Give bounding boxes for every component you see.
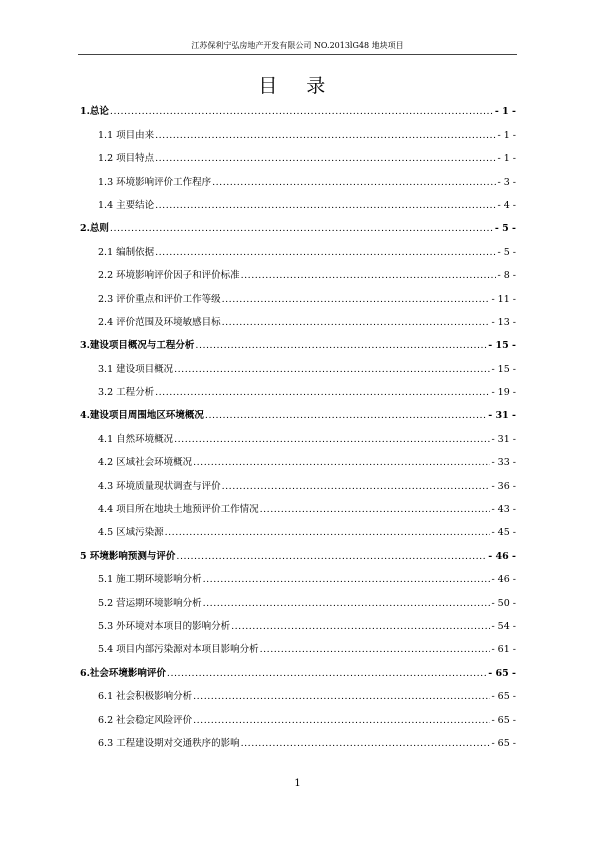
toc-entry-page: - 15 -	[488, 340, 516, 352]
toc-section-link[interactable]	[80, 516, 516, 539]
toc-entry-page: - 33 -	[491, 457, 516, 469]
toc-section-link[interactable]	[80, 376, 516, 399]
toc-dot-leader	[155, 200, 496, 212]
toc-dot-leader	[231, 621, 490, 633]
toc-dot-leader	[212, 177, 496, 189]
toc-dot-leader	[155, 153, 496, 165]
toc-entry-label: 5.4 项目内部污染源对本项目影响分析	[98, 644, 259, 656]
toc-entry-label: 4.1 自然环境概况	[98, 433, 174, 445]
toc-entry-page: - 15 -	[491, 363, 516, 375]
toc-entry-label: 2.总则	[80, 223, 109, 235]
toc-entry-page: - 3 -	[497, 176, 516, 188]
toc-entry-label: 6.3 工程建设期对交通秩序的影响	[98, 737, 240, 749]
toc-entry-label: 6.2 社会稳定风险评价	[98, 714, 193, 726]
toc-entry-label: 4.5 区域污染源	[98, 527, 164, 539]
page-header: 江苏保利宁弘房地产开发有限公司 NO.2013lG48 地块项目	[78, 40, 517, 55]
toc-section-link[interactable]	[80, 680, 516, 703]
table-of-contents	[80, 95, 516, 750]
toc-dot-leader	[195, 340, 487, 352]
toc-entry-label: 2.2 环境影响评价因子和评价标准	[98, 270, 240, 282]
toc-entry-label: 3.2 工程分析	[98, 387, 155, 399]
toc-entry-page: - 5 -	[494, 223, 516, 235]
toc-entry-label: 6.社会环境影响评价	[80, 667, 166, 679]
toc-section-link[interactable]	[80, 493, 516, 516]
toc-chapter-link[interactable]	[80, 539, 516, 562]
toc-entry-page: - 13 -	[491, 316, 516, 328]
toc-entry-page: - 50 -	[491, 597, 516, 609]
toc-dot-leader	[260, 644, 491, 656]
toc-entry-label: 5 环境影响预测与评价	[80, 550, 176, 562]
toc-entry-page: - 36 -	[491, 480, 516, 492]
toc-dot-leader	[203, 598, 491, 610]
toc-section-link[interactable]	[80, 235, 516, 258]
toc-section-link[interactable]	[80, 352, 516, 375]
toc-entry-page: - 65 -	[488, 667, 516, 679]
toc-entry-page: - 46 -	[488, 550, 516, 562]
toc-section-link[interactable]	[80, 142, 516, 165]
toc-entry-page: - 65 -	[491, 737, 516, 749]
toc-entry-label: 1.4 主要结论	[98, 199, 155, 211]
toc-entry-label: 4.4 项目所在地块土地预评价工作情况	[98, 504, 259, 516]
toc-dot-leader	[203, 574, 491, 586]
toc-entry-label: 2.4 评价范围及环境敏感目标	[98, 316, 221, 328]
toc-entry-page: - 1 -	[497, 153, 516, 165]
toc-entry-page: - 61 -	[491, 644, 516, 656]
toc-section-link[interactable]	[80, 586, 516, 609]
toc-entry-label: 1.3 环境影响评价工作程序	[98, 176, 212, 188]
toc-entry-page: - 5 -	[497, 246, 516, 258]
toc-section-link[interactable]	[80, 727, 516, 750]
toc-entry-label: 2.3 评价重点和评价工作等级	[98, 293, 221, 305]
toc-section-link[interactable]	[80, 282, 516, 305]
toc-entry-label: 4.建设项目周围地区环境概况	[80, 410, 204, 422]
toc-dot-leader	[193, 715, 490, 727]
toc-dot-leader	[155, 130, 496, 142]
toc-entry-page: - 19 -	[491, 387, 516, 399]
toc-entry-page: - 45 -	[491, 527, 516, 539]
toc-dot-leader	[174, 364, 490, 376]
toc-chapter-link[interactable]	[80, 95, 516, 118]
toc-section-link[interactable]	[80, 563, 516, 586]
toc-section-link[interactable]	[80, 189, 516, 212]
toc-dot-leader	[222, 294, 491, 306]
toc-dot-leader	[205, 410, 487, 422]
toc-entry-page: - 8 -	[497, 270, 516, 282]
toc-entry-label: 2.1 编制依据	[98, 246, 155, 258]
toc-entry-label: 5.1 施工期环境影响分析	[98, 574, 202, 586]
toc-entry-label: 1.1 项目由来	[98, 129, 155, 141]
toc-entry-label: 1.2 项目特点	[98, 153, 155, 165]
toc-entry-label: 1.总论	[80, 106, 109, 118]
toc-entry-page: - 31 -	[491, 433, 516, 445]
toc-section-link[interactable]	[80, 165, 516, 188]
toc-dot-leader	[110, 223, 494, 235]
toc-dot-leader	[165, 527, 491, 539]
toc-title: 目 录	[258, 75, 337, 97]
toc-section-link[interactable]	[80, 306, 516, 329]
toc-dot-leader	[222, 317, 491, 329]
page-number: 1	[294, 778, 301, 789]
toc-dot-leader	[193, 691, 490, 703]
toc-entry-page: - 46 -	[491, 574, 516, 586]
toc-entry-page: - 43 -	[491, 504, 516, 516]
toc-entry-label: 3.建设项目概况与工程分析	[80, 340, 195, 352]
toc-entry-label: 4.2 区域社会环境概况	[98, 457, 193, 469]
toc-section-link[interactable]	[80, 633, 516, 656]
toc-entry-page: - 4 -	[497, 199, 516, 211]
toc-dot-leader	[241, 270, 497, 282]
toc-section-link[interactable]	[80, 446, 516, 469]
toc-dot-leader	[167, 668, 487, 680]
toc-dot-leader	[241, 738, 491, 750]
toc-entry-page: - 1 -	[497, 129, 516, 141]
toc-dot-leader	[260, 504, 491, 516]
toc-entry-page: - 11 -	[491, 293, 516, 305]
toc-entry-label: 6.1 社会积极影响分析	[98, 691, 193, 703]
toc-dot-leader	[176, 551, 487, 563]
toc-chapter-link[interactable]	[80, 399, 516, 422]
toc-dot-leader	[155, 387, 490, 399]
toc-entry-label: 5.3 外环境对本项目的影响分析	[98, 620, 231, 632]
toc-section-link[interactable]	[80, 610, 516, 633]
toc-chapter-link[interactable]	[80, 329, 516, 352]
toc-entry-label: 4.3 环境质量现状调查与评价	[98, 480, 221, 492]
toc-section-link[interactable]	[80, 703, 516, 726]
toc-section-link[interactable]	[80, 259, 516, 282]
toc-chapter-link[interactable]	[80, 656, 516, 679]
toc-dot-leader	[193, 457, 490, 469]
toc-chapter-link[interactable]	[80, 212, 516, 235]
toc-entry-page: - 65 -	[491, 714, 516, 726]
toc-section-link[interactable]	[80, 118, 516, 141]
toc-entry-page: - 54 -	[491, 620, 516, 632]
toc-entry-label: 5.2 营运期环境影响分析	[98, 597, 202, 609]
toc-dot-leader	[110, 106, 494, 118]
toc-section-link[interactable]	[80, 422, 516, 445]
toc-entry-label: 3.1 建设项目概况	[98, 363, 174, 375]
toc-entry-page: - 1 -	[494, 106, 516, 118]
toc-section-link[interactable]	[80, 469, 516, 492]
toc-dot-leader	[174, 434, 490, 446]
toc-entry-page: - 31 -	[488, 410, 516, 422]
toc-dot-leader	[155, 247, 496, 259]
toc-entry-page: - 65 -	[491, 691, 516, 703]
toc-dot-leader	[222, 481, 491, 493]
